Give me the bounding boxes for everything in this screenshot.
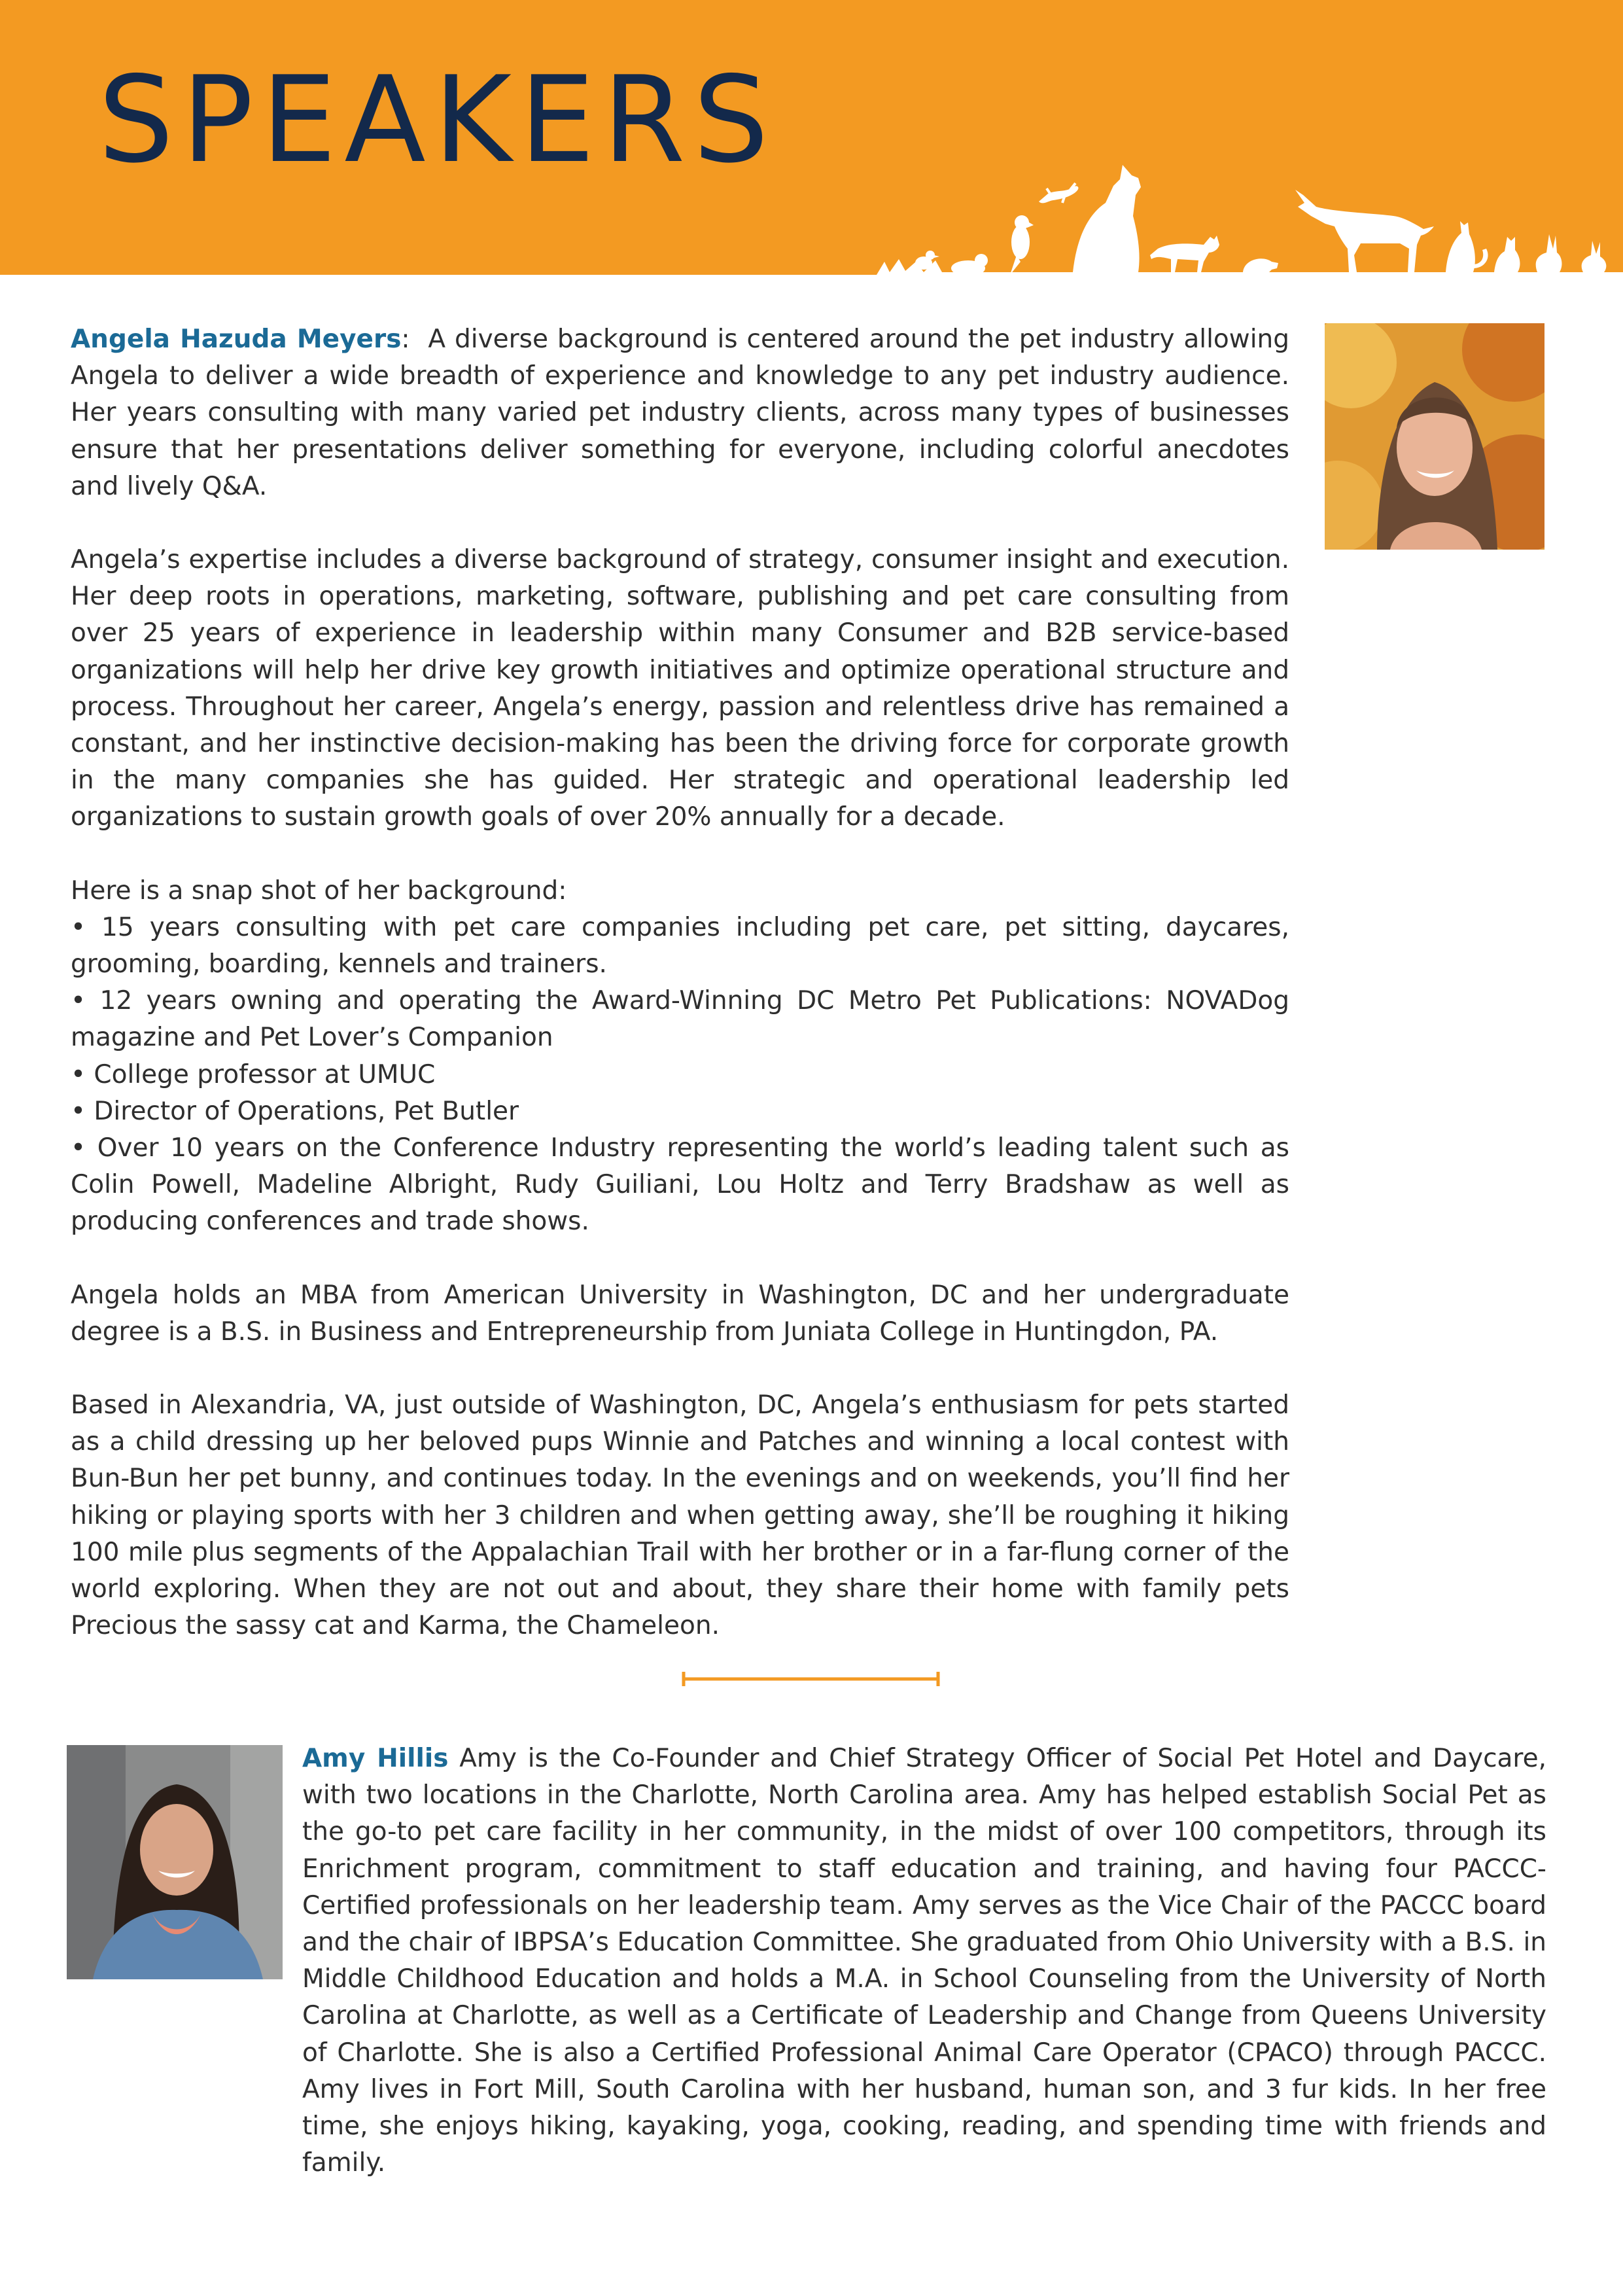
dog-sitting-icon [1073, 165, 1141, 272]
speaker-photo-angela [1325, 323, 1544, 550]
page-title: SPEAKERS [98, 50, 777, 189]
cat-standing-icon [1494, 237, 1520, 272]
speaker-name: Amy Hillis [302, 1744, 449, 1773]
background-intro: Here is a snap shot of her background: [71, 875, 567, 906]
speaker-name: Angela Hazuda Meyers [71, 325, 402, 354]
portrait-image [1325, 323, 1544, 550]
speaker-bio-amy [302, 1740, 1546, 2181]
rabbit-icon [1536, 234, 1562, 272]
name-colon: : [401, 325, 410, 354]
lizard-icon [1039, 183, 1078, 203]
animal-silhouettes-illustration [877, 164, 1623, 275]
parrot-icon [1010, 215, 1034, 275]
bunny-icon [1582, 241, 1607, 272]
portrait-image [67, 1745, 283, 1979]
section-divider [682, 1670, 940, 1687]
list-item: • 12 years owning and operating the Award-Winning DC Metro Pet Publications: NOVADog magazine and Pet Lover’s Companion [71, 986, 1289, 1053]
bio-expertise: Angela’s expertise includes a diverse background of strategy, consumer insight and execution. Her deep roots in operations, marketing, software, publishing and pet care consulting from over 25 years of experience in leadership within many Consumer and B2B service-based organizations will help her drive key growth initiatives and optimize operational structure and process. Throughout her career, Angela’s energy, passion and relentless drive has remained a constant, and her instinctive decision-making has been the driving force for corporate growth in the many companies she has guided. Her strategic and operational leadership led organizations to sustain growth goals of over 20% annually for a decade. [71, 545, 1289, 832]
bio-intro [71, 321, 1289, 505]
list-item: • Over 10 years on the Conference Industry representing the world’s leading talent such as Colin Powell, Madeline Albright, Rudy Guiliani, Lou Holtz and Terry Bradshaw as well as producing conferences and trade shows. [71, 1133, 1289, 1237]
cat-sitting-icon [1446, 221, 1488, 272]
speaker-photo-amy [67, 1745, 283, 1979]
bio-education: Angela holds an MBA from American University in Washington, DC and her undergraduate degree is a B.S. in Business and Entrepreneurship from Juniata College in Huntingdon, PA. [71, 1280, 1289, 1347]
list-item: • Director of Operations, Pet Butler [71, 1096, 519, 1126]
speaker-bio-angela [71, 321, 1289, 1645]
list-item: • 15 years consulting with pet care companies including pet care, pet sitting, daycares, grooming, boarding, kennels and trainers. [71, 912, 1289, 980]
background-list [71, 910, 1289, 1241]
bio-personal: Based in Alexandria, VA, just outside of Washington, DC, Angela’s enthusiasm for pets started as a child dressing up her beloved pups Winnie and Patches and winning a local contest with Bun-Bun her pet bunny, and continues today. In the evenings and on weekends, you’ll find her hiking or playing sports with her 3 children and when getting away, she’ll be roughing it hiking 100 mile plus segments of the Appalachian Trail with her brother or in a far-flung corner of the world exploring. When they are not out and about, they share their home with family pets Precious the sassy cat and Karma, the Chameleon. [71, 1390, 1289, 1641]
turtle-icon [1243, 258, 1278, 272]
cat-walking-icon [1150, 236, 1219, 272]
list-item: • College professor at UMUC [71, 1059, 436, 1089]
page-header [0, 0, 1623, 275]
dog-standing-icon [1295, 190, 1434, 272]
guinea-pig-icon [951, 254, 988, 275]
intro-text: A diverse background is centered around the pet industry allowing Angela to deliver a wide breadth of experience and knowledge to any pet industry audience. Her years consulting with many varied pet industry clients, across many types of businesses ensure that her presentations deliver something for everyone, including colorful anecdotes and lively Q&A. [71, 325, 1290, 501]
bio-text [302, 1740, 1546, 2181]
bio-body: Amy is the Co-Founder and Chief Strategy Officer of Social Pet Hotel and Daycare, with two locations in the Charlotte, North Carolina area. Amy has helped establish Social Pet as the go-to pet care facility in her community, in the midst of over 100 competitors, through its Enrichment program, commitment to staff education and training, and having four PACCC-Certified professionals on her leadership team. Amy serves as the Vice Chair of the PACCC board and the chair of IBPSA’s Education Committee. She graduated from Ohio University with a B.S. in Middle Childhood Education and holds a M.A. in School Counseling from the University of North Carolina at Charlotte, as well as a Certificate of Leadership and Change from Queens University of Charlotte. She is also a Certified Professional Animal Care Operator (CPACO) through PACCC. Amy lives in Fort Mill, South Carolina with her husband, human son, and 3 fur kids. In her free time, she enjoys hiking, kayaking, yoga, cooking, reading, and spending time with friends and family. [302, 1744, 1546, 2178]
